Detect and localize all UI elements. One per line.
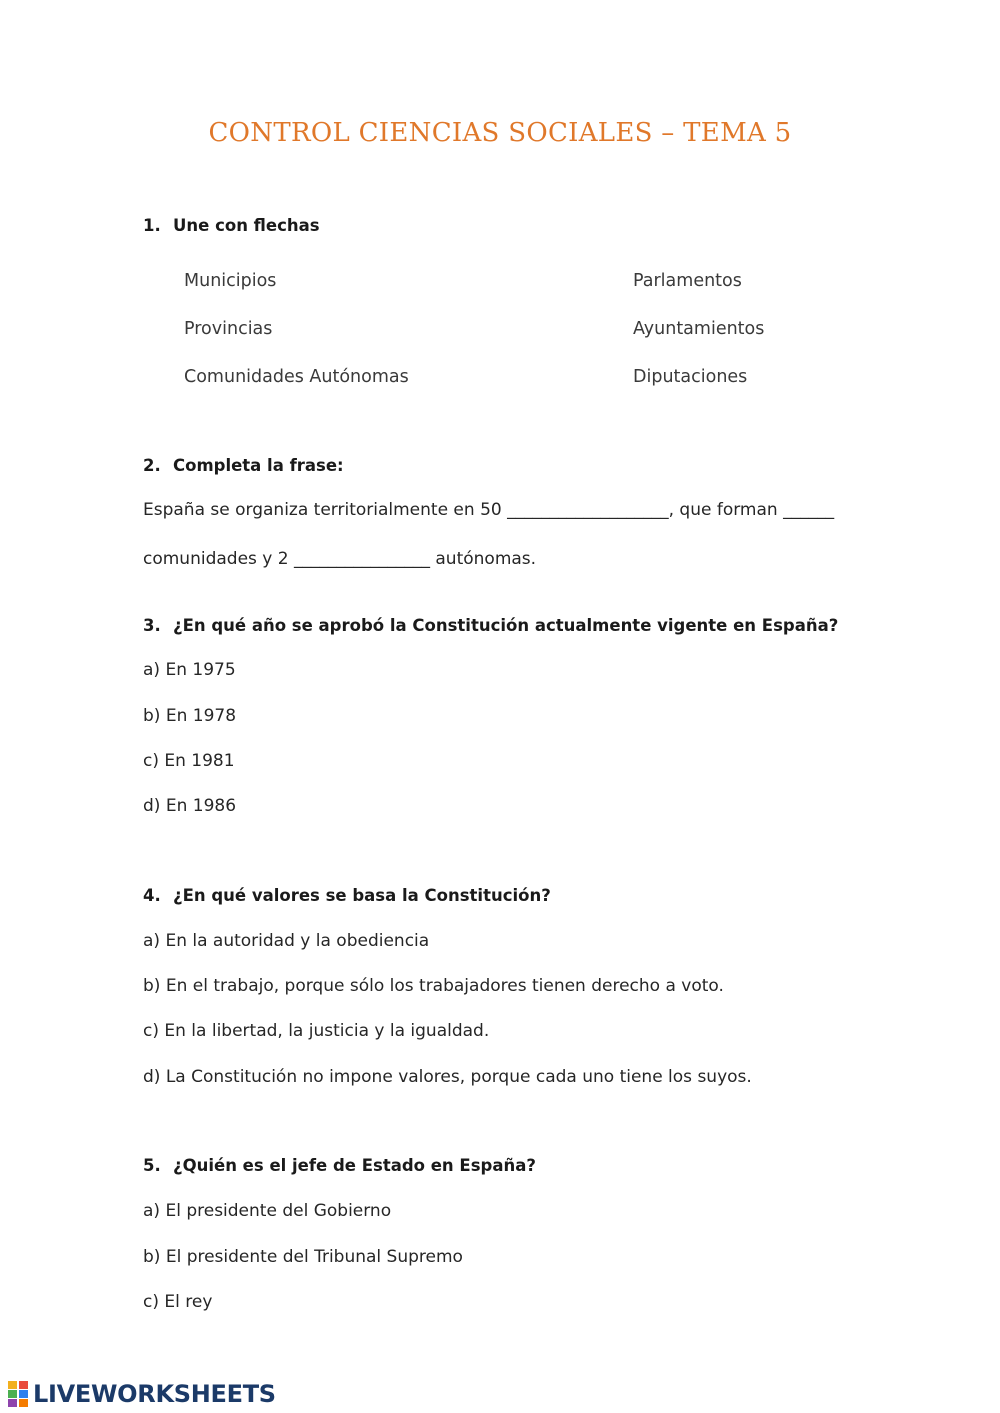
answer-option[interactable]: b) En el trabajo, porque sólo los trabajadores tienen derecho a voto. bbox=[143, 976, 724, 996]
answer-option[interactable]: c) El rey bbox=[143, 1292, 213, 1312]
question-3-text: ¿En qué año se aprobó la Constitución actualmente vigente en España? bbox=[173, 616, 839, 635]
answer-option[interactable]: d) La Constitución no impone valores, porque cada uno tiene los suyos. bbox=[143, 1067, 752, 1087]
question-3-number: 3. bbox=[143, 616, 161, 635]
match-left-item[interactable]: Comunidades Autónomas bbox=[184, 367, 409, 387]
match-left-item[interactable]: Municipios bbox=[184, 271, 277, 291]
question-5-text: ¿Quién es el jefe de Estado en España? bbox=[173, 1156, 536, 1175]
answer-option[interactable]: c) En 1981 bbox=[143, 751, 235, 771]
fill-blank-sentence-line-1[interactable]: España se organiza territorialmente en 50 ___________________, que forman ______ bbox=[143, 500, 835, 520]
match-right-item[interactable]: Ayuntamientos bbox=[633, 319, 765, 339]
answer-option[interactable]: b) En 1978 bbox=[143, 706, 237, 726]
question-2-heading bbox=[143, 456, 344, 475]
question-4-number: 4. bbox=[143, 886, 161, 905]
question-1-number: 1. bbox=[143, 216, 161, 235]
answer-option[interactable]: b) El presidente del Tribunal Supremo bbox=[143, 1247, 463, 1267]
answer-option[interactable]: d) En 1986 bbox=[143, 796, 237, 816]
question-4-text: ¿En qué valores se basa la Constitución? bbox=[173, 886, 551, 905]
question-2-number: 2. bbox=[143, 456, 161, 475]
question-3-heading bbox=[143, 616, 838, 635]
question-5-number: 5. bbox=[143, 1156, 161, 1175]
answer-option[interactable]: a) El presidente del Gobierno bbox=[143, 1201, 392, 1221]
answer-option[interactable]: a) En la autoridad y la obediencia bbox=[143, 931, 430, 951]
liveworksheets-cube-icon bbox=[6, 1379, 30, 1409]
answer-option[interactable]: a) En 1975 bbox=[143, 660, 236, 680]
question-5-heading bbox=[143, 1156, 536, 1175]
brand-name: LIVEWORKSHEETS bbox=[33, 1380, 276, 1408]
answer-option[interactable]: c) En la libertad, la justicia y la igualdad. bbox=[143, 1021, 490, 1041]
match-right-item[interactable]: Parlamentos bbox=[633, 271, 742, 291]
fill-blank-sentence-line-2[interactable]: comunidades y 2 ________________ autónomas. bbox=[143, 549, 537, 569]
question-2-text: Completa la frase: bbox=[173, 456, 344, 475]
page-title: CONTROL CIENCIAS SOCIALES – TEMA 5 bbox=[208, 118, 792, 148]
question-1-text: Une con flechas bbox=[173, 216, 320, 235]
question-1-heading bbox=[143, 216, 320, 235]
match-left-item[interactable]: Provincias bbox=[184, 319, 273, 339]
question-4-heading bbox=[143, 886, 551, 905]
liveworksheets-logo[interactable] bbox=[6, 1379, 276, 1409]
match-right-item[interactable]: Diputaciones bbox=[633, 367, 748, 387]
